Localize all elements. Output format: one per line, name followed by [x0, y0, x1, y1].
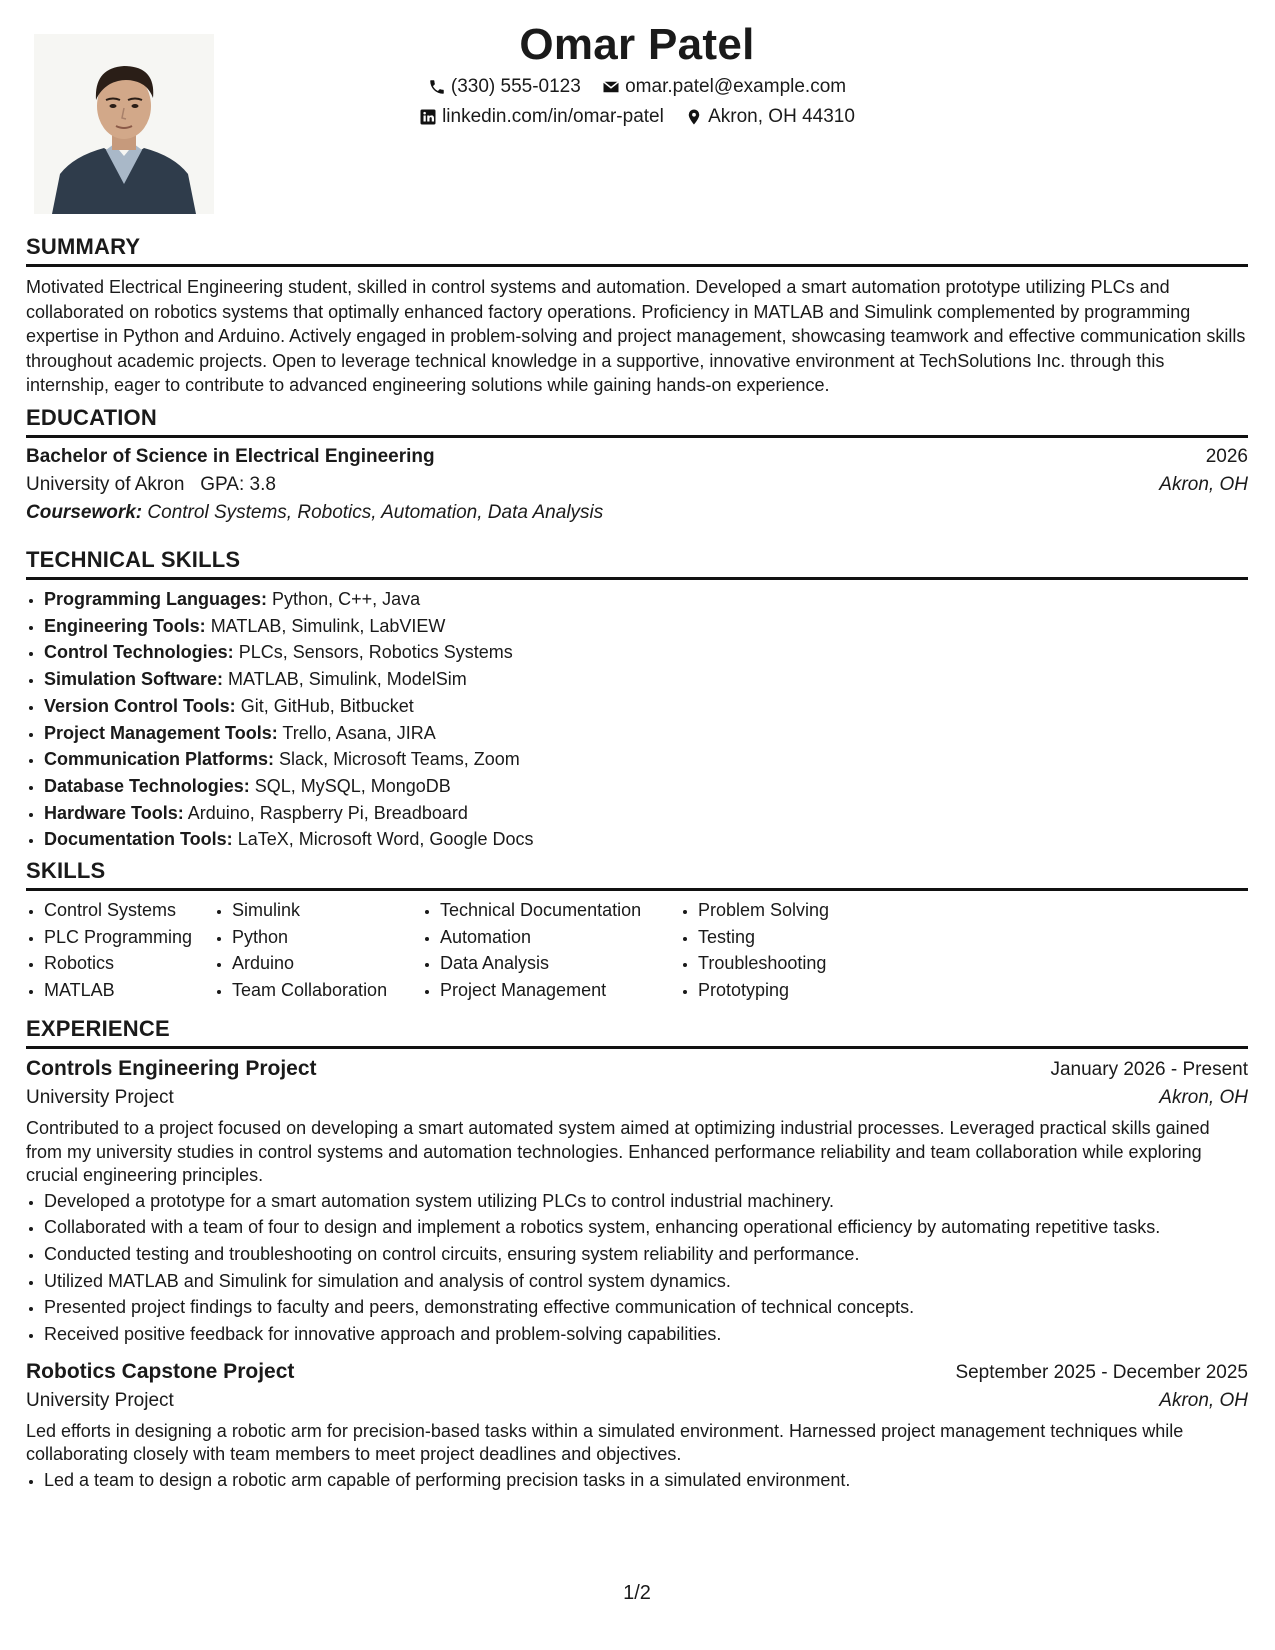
skills-heading: SKILLS [26, 858, 1248, 891]
experience-dates: September 2025 - December 2025 [955, 1361, 1248, 1383]
skills-section [26, 858, 1248, 1004]
skill-values: LaTeX, Microsoft Word, Google Docs [237, 829, 534, 850]
experience-bullet: • Collaborated with a team of four to design and implement a robotics system, enhancing operational efficiency by automating repetitive tasks. [44, 1214, 1248, 1241]
skill-category: Control Technologies: [44, 642, 234, 663]
experience-org-row [26, 1087, 1248, 1109]
experience-heading: EXPERIENCE [26, 1016, 1248, 1049]
skill-item: • MATLAB [44, 977, 214, 1004]
experience-section [26, 1016, 1248, 1493]
technical-skill-item [44, 746, 1248, 773]
experience-org-row [26, 1390, 1248, 1412]
skill-category: Programming Languages: [44, 589, 268, 609]
location-contact [685, 106, 855, 128]
location-text: Akron, OH 44310 [708, 106, 855, 127]
skill-category: Communication Platforms: [44, 749, 275, 770]
education-heading: EDUCATION [26, 405, 1248, 438]
technical-skill-item [44, 720, 1248, 747]
technical-skill-item [44, 826, 1248, 853]
technical-skill-item [44, 639, 1248, 666]
school-location: Akron, OH [1159, 474, 1248, 495]
candidate-name: Omar Patel [519, 20, 755, 69]
experience-bullets [26, 1188, 1248, 1348]
experience-location: Akron, OH [1159, 1087, 1248, 1108]
phone-contact[interactable] [428, 76, 581, 98]
skill-item: • Automation [440, 924, 680, 951]
coursework-line [26, 502, 1248, 524]
experience-bullet: • Led a team to design a robotic arm capable of performing precision tasks in a simulated environment. [44, 1467, 1248, 1494]
skill-values: Arduino, Raspberry Pi, Breadboard [187, 802, 468, 823]
skill-values: SQL, MySQL, MongoDB [254, 775, 451, 796]
page-number: 1/2 [623, 1582, 651, 1604]
skills-column-4 [680, 897, 898, 1004]
technical-skill-item [44, 693, 1248, 720]
technical-skill-item [44, 613, 1248, 640]
skill-item: • Python [232, 924, 422, 951]
summary-heading: SUMMARY [26, 234, 1248, 267]
skill-item: • Team Collaboration [232, 977, 422, 1004]
experience-bullet: • Utilized MATLAB and Simulink for simulation and analysis of control system dynamics. [44, 1268, 1248, 1295]
skill-values: Trello, Asana, JIRA [282, 722, 436, 743]
skill-values: MATLAB, Simulink, LabVIEW [210, 615, 446, 636]
skill-category: Documentation Tools: [44, 829, 233, 850]
education-degree-row [26, 446, 1248, 468]
technical-skills-heading: TECHNICAL SKILLS [26, 547, 1248, 580]
gpa: GPA: 3.8 [200, 474, 276, 495]
skill-category: Hardware Tools: [44, 802, 184, 823]
skill-values: Git, GitHub, Bitbucket [240, 695, 414, 716]
experience-bullet: • Presented project findings to faculty and peers, demonstrating effective communication of technical concepts. [44, 1294, 1248, 1321]
experience-dates: January 2026 - Present [1050, 1059, 1248, 1080]
education-section [26, 405, 1248, 524]
coursework-list: Control Systems, Robotics, Automation, Data Analysis [147, 502, 604, 523]
experience-bullet: • Developed a prototype for a smart automation system utilizing PLCs to control industrial machinery. [44, 1188, 1248, 1215]
contact-line-1 [26, 76, 1248, 102]
phone-icon [428, 78, 446, 96]
skill-item: • Robotics [44, 950, 214, 977]
skills-column-1 [26, 897, 214, 1004]
skills-column-3 [422, 897, 680, 1004]
experience-org: University Project [26, 1087, 174, 1108]
skill-values: PLCs, Sensors, Robotics Systems [238, 642, 513, 663]
skill-item: • Arduino [232, 950, 422, 977]
technical-skill-item [44, 773, 1248, 800]
graduation-year: 2026 [1205, 446, 1248, 467]
skill-values: Slack, Microsoft Teams, Zoom [279, 749, 520, 770]
skills-grid [26, 897, 1248, 1004]
experience-bullets [26, 1467, 1248, 1494]
experience-title: Controls Engineering Project [26, 1057, 317, 1080]
technical-skills-list [26, 586, 1248, 853]
experience-entry [26, 1057, 1248, 1348]
skill-item: • Problem Solving [698, 897, 898, 924]
skill-item: • PLC Programming [44, 924, 214, 951]
experience-description: Contributed to a project focused on developing a smart automated system aimed at optimizing industrial processes. Leveraged practical skills gained from my university studies in control systems and automation technologies. Enhanced performance reliability and team collaboration while exploring crucial engineering principles. [26, 1118, 1210, 1185]
contact-line-2 [26, 106, 1248, 132]
experience-title-row [26, 1057, 1248, 1081]
degree-title: Bachelor of Science in Electrical Engineering [26, 446, 435, 467]
skill-item: • Troubleshooting [698, 950, 898, 977]
skill-category: Project Management Tools: [44, 722, 278, 743]
experience-entry [26, 1360, 1248, 1494]
email-icon [602, 78, 620, 96]
linkedin-text: linkedin.com/in/omar-patel [442, 106, 664, 127]
experience-title: Robotics Capstone Project [26, 1359, 295, 1383]
experience-bullet: • Conducted testing and troubleshooting on control circuits, ensuring system reliability and performance. [44, 1241, 1248, 1268]
experience-description: Led efforts in designing a robotic arm for precision-based tasks within a simulated environment. Harnessed project management techniques while collaborating closely with team members to meet project deadlines and objectives. [26, 1420, 1184, 1465]
technical-skill-item [44, 586, 1248, 613]
location-pin-icon [685, 108, 703, 126]
education-school-row [26, 474, 1248, 496]
phone-text: (330) 555-0123 [450, 76, 581, 97]
technical-skills-section [26, 547, 1248, 853]
skill-category: Simulation Software: [44, 669, 224, 690]
skill-category: Engineering Tools: [44, 615, 206, 636]
linkedin-icon [419, 108, 437, 126]
skill-values: MATLAB, Simulink, ModelSim [228, 669, 467, 690]
skill-category: Version Control Tools: [44, 695, 236, 716]
experience-bullet: • Received positive feedback for innovative approach and problem-solving capabilities. [44, 1321, 1248, 1348]
linkedin-contact[interactable] [419, 106, 664, 128]
experience-title-row [26, 1360, 1248, 1384]
technical-skill-item [44, 666, 1248, 693]
skill-values: Python, C++, Java [272, 589, 421, 609]
experience-org: University Project [26, 1389, 174, 1411]
skill-item: • Simulink [232, 897, 422, 924]
technical-skill-item [44, 800, 1248, 827]
school-name: University of Akron [26, 474, 185, 495]
experience-location: Akron, OH [1159, 1389, 1248, 1411]
skill-item: • Testing [698, 924, 898, 951]
email-contact[interactable] [602, 76, 846, 98]
skill-item: • Data Analysis [440, 950, 680, 977]
skill-category: Database Technologies: [44, 775, 250, 796]
email-text: omar.patel@example.com [625, 76, 847, 97]
skills-column-2 [214, 897, 422, 1004]
skill-item: • Technical Documentation [440, 897, 680, 924]
school-info [26, 474, 276, 496]
skill-item: • Prototyping [698, 977, 898, 1004]
skill-item: • Project Management [440, 977, 680, 1004]
skill-item: • Control Systems [44, 897, 214, 924]
summary-text: Motivated Electrical Engineering student, skilled in control systems and automation. Developed a smart automation prototype utilizing PLCs and collaborated on robotics systems that optimally enhanced factory operations. Proficiency in MATLAB and Simulink complemented by programming expertise in Python and Arduino. Actively engaged in problem-solving and project management, showcasing teamwork and effective communication skills throughout academic projects. Open to leverage technical knowledge in a supportive, innovative environment at TechSolutions Inc. through this internship, eager to contribute to advanced engineering solutions while gaining hands-on experience. [26, 277, 1246, 395]
coursework-label: Coursework: [26, 502, 143, 523]
summary-section [26, 234, 1248, 398]
